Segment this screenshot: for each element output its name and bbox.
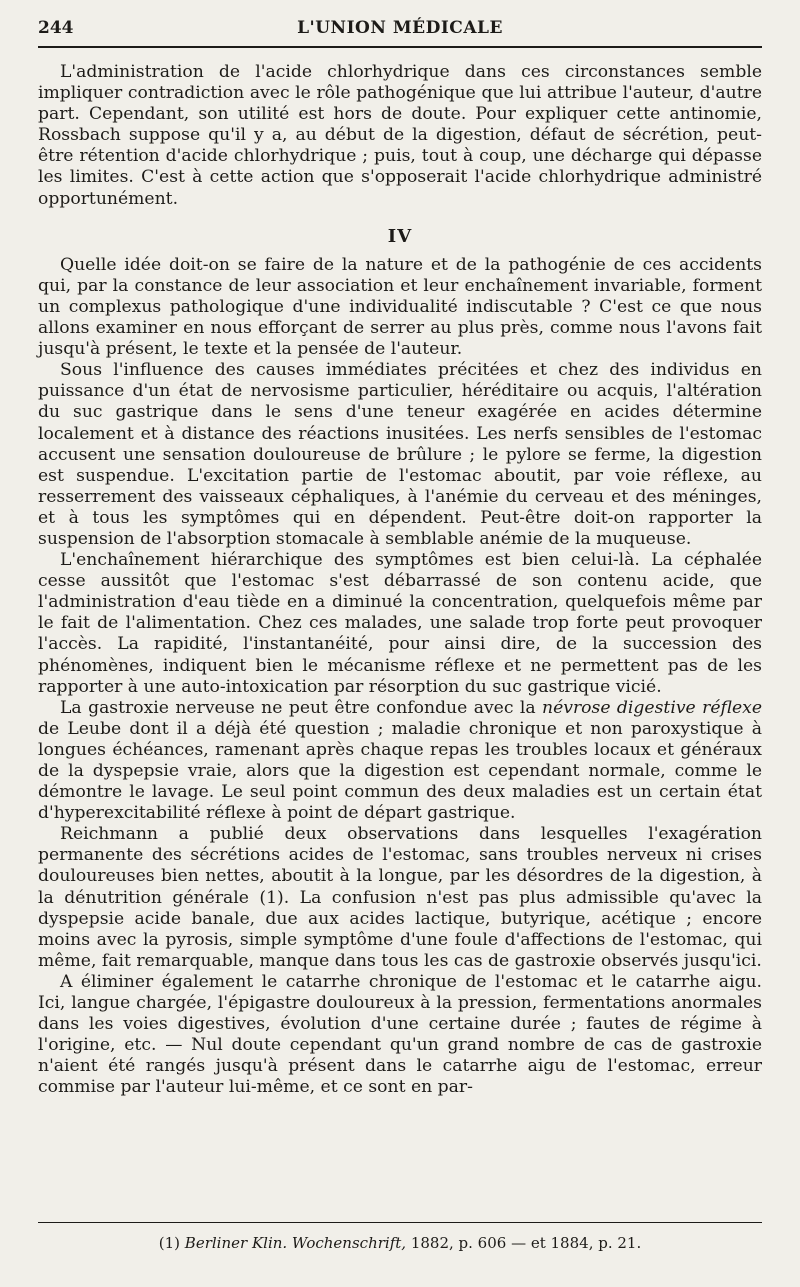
- page-number: 244: [38, 18, 74, 38]
- running-header: [38, 14, 762, 44]
- footnote-marker: (1): [158, 1234, 181, 1252]
- footnote: [38, 1234, 762, 1252]
- journal-title: L'UNION MÉDICALE: [297, 18, 503, 38]
- paragraph-2: Quelle idée doit-on se faire de la nature et de la pathogénie de ces accidents qui, par la constance de leur association et leur enchaînement invariable, forment un complexus pathologique d'une individualité indiscutable ? C'est ce que nous allons examiner en nous efforçant de serrer au plus près, comme nous l'avons fait jusqu'à présent, le texte et la pensée de l'auteur.: [38, 254, 762, 360]
- paragraph-5-italic-term: névrose digestive réflexe: [542, 697, 762, 718]
- header-rule: [38, 46, 762, 48]
- paragraph-5-start: La gastroxie nerveuse ne peut être confondue avec la: [60, 697, 536, 718]
- article-body: [38, 62, 762, 1099]
- paragraph-5-end: de Leube dont il a déjà été question ; maladie chronique et non paroxystique à longues échéances, ramenant après chaque repas les troubles locaux et généraux de la dyspepsie vraie, alors que la digestion est cependant normale, comme le démontre le lavage. Le seul point commun des deux maladies est un certain état d'hyperexcitabilité réflexe à point de départ gastrique.: [38, 718, 762, 824]
- paragraph-3: Sous l'influence des causes immédiates précitées et chez des individus en puissance d'un état de nervosisme particulier, héréditaire ou acquis, l'altération du suc gastrique dans le sens d'une teneur exagérée en acides détermine localement et à distance des réactions inusitées. Les nerfs sensibles de l'estomac accusent une sensation douloureuse de brûlure ; le pylore se ferme, la digestion est suspendue. L'excitation partie de l'estomac aboutit, par voie réflexe, au resserrement des vaisseaux céphaliques, à l'anémie du cerveau et des méninges, et à tous les symptômes qui en dépendent. Peut-être doit-on rapporter la suspension de l'absorption stomacale à semblable anémie de la muqueuse.: [38, 360, 762, 549]
- paragraph-1: L'administration de l'acide chlorhydrique dans ces circonstances semble impliquer contradiction avec le rôle pathogénique que lui attribue l'auteur, d'autre part. Cependant, son utilité est hors de doute. Pour expliquer cette antinomie, Rossbach suppose qu'il y a, au début de la digestion, défaut de sécrétion, peut-être rétention d'acide chlorhydrique ; puis, tout à coup, une décharge qui dépasse les limites. C'est à cette action que s'opposerait l'acide chlorhydrique administré opportunément.: [38, 62, 762, 209]
- paragraph-6: Reichmann a publié deux observations dans lesquelles l'exagération permanente des sécrétions acides de l'estomac, sans troubles nerveux ni crises douloureuses bien nettes, aboutit à la longue, par les désordres de la digestion, à la dénutrition générale (1). La confusion n'est pas plus admissible qu'avec la dyspepsie acide banale, due aux acides lactique, butyrique, acétique ; encore moins avec la pyrosis, simple symptôme d'une foule d'affections de l'estomac, qui même, fait remarquable, manque dans tous les cas de gastroxie observés jusqu'ici.: [38, 824, 762, 971]
- section-heading: IV: [387, 225, 413, 247]
- footnote-source: Berliner Klin. Wochenschrift,: [184, 1234, 407, 1252]
- paragraph-4: L'enchaînement hiérarchique des symptômes est bien celui-là. La céphalée cesse aussitôt que l'estomac s'est débarrassé de son contenu acide, que l'administration d'eau tiède en a diminué la concentration, quelquefois même par le fait de l'alimentation. Chez ces malades, une salade trop forte peut provoquer l'accès. La rapidité, l'instantanéité, pour ainsi dire, de la succession des phénomènes, indiquent bien le mécanisme réflexe et ne permettent pas de les rapporter à une auto-intoxication par résorption du suc gastrique vicié.: [38, 550, 762, 697]
- paragraph-5: [38, 698, 762, 825]
- paragraph-7: A éliminer également le catarrhe chronique de l'estomac et le catarrhe aigu. Ici, langue chargée, l'épigastre douloureux à la pression, fermentations anormales dans les voies digestives, évolution d'une certaine durée ; fautes de régime à l'origine, etc. — Nul doute cependant qu'un grand nombre de cas de gastroxie n'aient été rangés jusqu'à présent dans le catarrhe aigu de l'estomac, erreur commise par l'auteur lui-même, et ce sont en par-: [38, 971, 762, 1098]
- footnote-details: 1882, p. 606 — et 1884, p. 21.: [410, 1234, 642, 1252]
- footnote-rule: [38, 1222, 762, 1223]
